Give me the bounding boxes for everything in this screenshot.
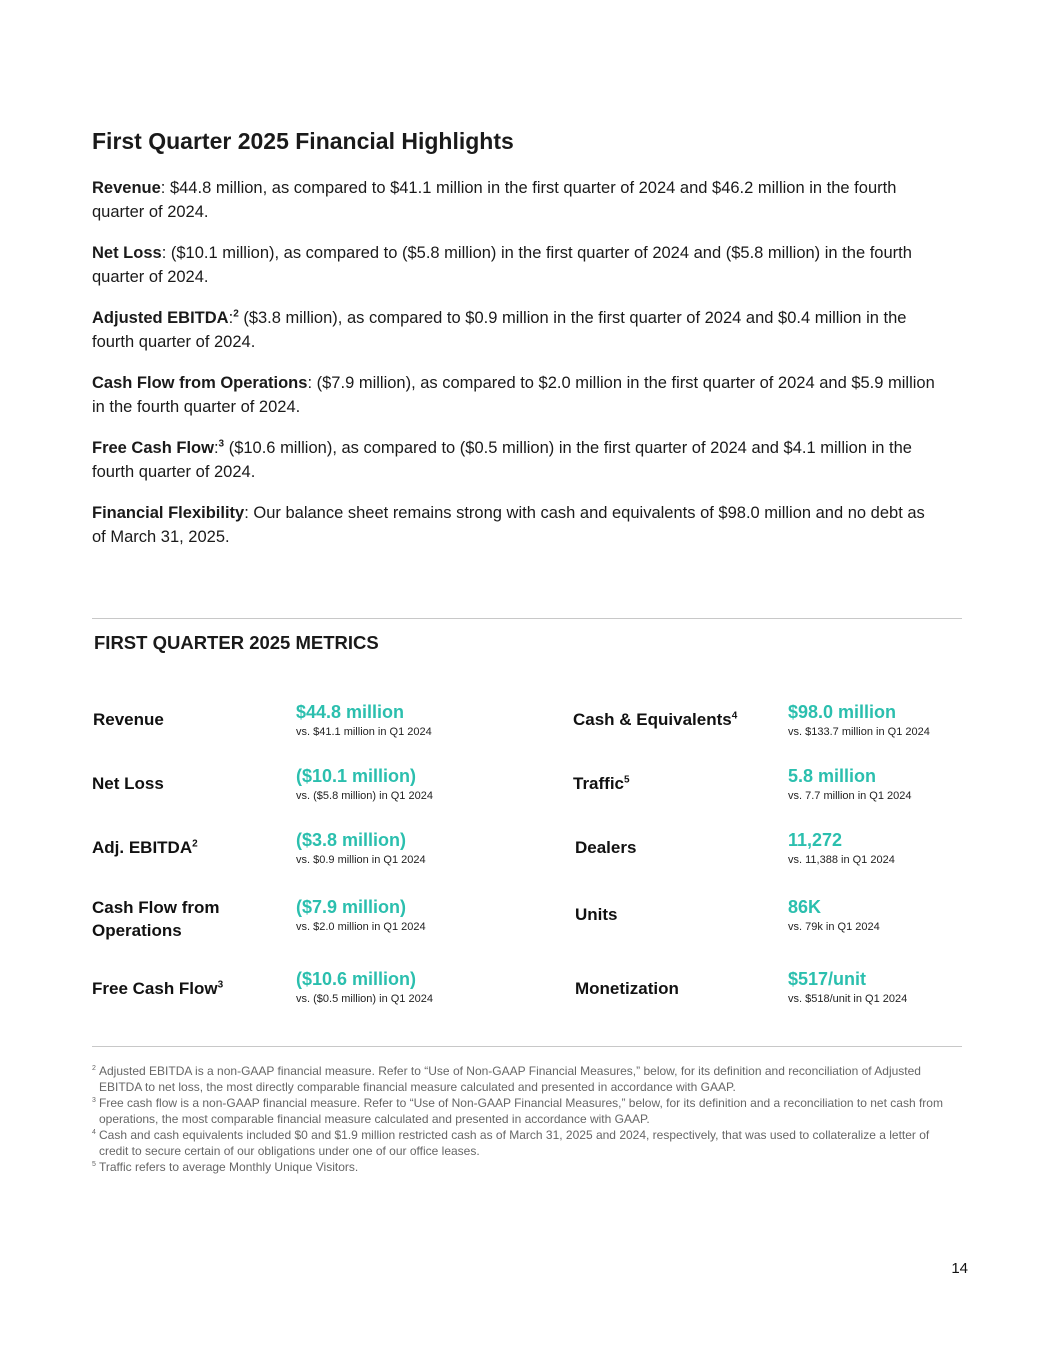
metric-label-monetization: Monetization [575, 979, 679, 998]
metric-label-traffic: Traffic$^5$ [573, 774, 630, 793]
metric-value-adj-ebitda: ($3.8 million) vs. $0.9 million in Q1 2024 [296, 830, 426, 866]
metric-value-traffic: 5.8 million vs. 7.7 million in Q1 2024 [788, 766, 912, 802]
highlights-section [92, 176, 942, 566]
footnote-item: 3 Free cash flow is a non-GAAP financial measure. Refer to “Use of Non-GAAP Financial Measures,” below, for its definition and a reconciliation to net cash from operations, the most comparable financial measure calculated and presented in accordance with GAAP. [92, 1096, 943, 1126]
highlight-financial-flexibility: Financial Flexibility: Our balance sheet remains strong with cash and equivalents of $98.0 million and no debt as of March 31, 2025. [92, 504, 925, 546]
metric-value-free-cash-flow: ($10.6 million) vs. ($0.5 million) in Q1 2024 [296, 969, 433, 1005]
metric-label-net-loss: Net Loss [92, 774, 164, 793]
metric-label-adj-ebitda: Adj. EBITDA$^2$ [92, 838, 198, 857]
metrics-top-divider [92, 618, 962, 619]
page-number: 14 [951, 1260, 968, 1277]
footnote-item: 2 Adjusted EBITDA is a non-GAAP financial measure. Refer to “Use of Non-GAAP Financial Measures,” below, for its definition and reconciliation of Adjusted EBITDA to net loss, the most directly comparable financial measure calculated and presented in accordance with GAAP. [92, 1064, 921, 1094]
metric-value-net-loss: ($10.1 million) vs. ($5.8 million) in Q1 2024 [296, 766, 433, 802]
highlight-net-loss: Net Loss: ($10.1 million), as compared to ($5.8 million) in the first quarter of 2024 and ($5.8 million) in the fourth quarter of 2024. [92, 244, 912, 286]
metric-label-revenue: Revenue [93, 710, 164, 729]
metrics-title: FIRST QUARTER 2025 METRICS [94, 632, 379, 653]
metric-label-free-cash-flow: Free Cash Flow$^3$ [92, 979, 224, 998]
metric-value-dealers: 11,272 vs. 11,388 in Q1 2024 [788, 830, 895, 866]
highlight-adjusted-ebitda: Adjusted EBITDA:$^2$ ($3.8 million), as compared to $0.9 million in the first quarter of 2024 and $0.4 million in the fourth quarter of 2024. [92, 308, 907, 351]
metric-value-monetization: $517/unit vs. $518/unit in Q1 2024 [788, 969, 908, 1005]
metric-label-cash-equivalents: Cash & Equivalents$^4$ [573, 710, 738, 729]
metric-label-cash-flow-operations: Cash Flow from Operations [92, 898, 220, 940]
page-title: First Quarter 2025 Financial Highlights [92, 128, 514, 154]
footnote-item: 5 Traffic refers to average Monthly Unique Visitors. [92, 1160, 359, 1174]
metric-value-units: 86K vs. 79k in Q1 2024 [788, 897, 880, 933]
metric-label-dealers: Dealers [575, 838, 637, 857]
metric-label-units: Units [575, 905, 618, 924]
highlight-cash-flow-operations: Cash Flow from Operations: ($7.9 million), as compared to $2.0 million in the first quarter of 2024 and $5.9 million in the fourth quarter of 2024. [92, 374, 935, 416]
footnote-item: 4 Cash and cash equivalents included $0 and $1.9 million restricted cash as of March 31, 2025 and 2024, respectively, that was used to collateralize a letter of credit to secure certain of our obligations under one of our office leases. [92, 1128, 930, 1158]
metric-value-revenue: $44.8 million vs. $41.1 million in Q1 2024 [296, 702, 432, 738]
footnotes [92, 1063, 958, 1175]
metrics-bottom-divider [92, 1046, 962, 1047]
highlight-revenue: Revenue: $44.8 million, as compared to $41.1 million in the first quarter of 2024 and $46.2 million in the fourth quarter of 2024. [92, 179, 897, 221]
highlight-free-cash-flow: Free Cash Flow:$^3$ ($10.6 million), as compared to ($0.5 million) in the first quarter of 2024 and $4.1 million in the fourth quarter of 2024. [92, 438, 912, 481]
metric-value-cash-flow-operations: ($7.9 million) vs. $2.0 million in Q1 2024 [296, 897, 426, 933]
metric-value-cash-equivalents: $98.0 million vs. $133.7 million in Q1 2024 [788, 702, 930, 738]
